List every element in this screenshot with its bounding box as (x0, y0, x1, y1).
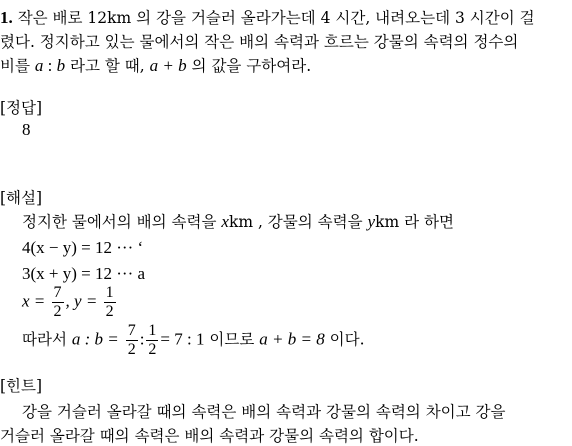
solution-intro-b: km , 강물의 속력을 (228, 213, 368, 231)
problem-text-3a: 비를 (0, 57, 35, 75)
problem-line-2 (0, 30, 518, 52)
eq3-x: x = (22, 291, 46, 311)
fraction-numerator: 7 (53, 284, 62, 301)
problem-line-1 (0, 6, 535, 28)
fraction-1-2 (104, 284, 116, 321)
equation-3 (22, 284, 118, 321)
conclusion-b: 이므로 (204, 330, 260, 349)
fraction-denominator: 2 (105, 303, 114, 320)
conclusion (22, 322, 365, 359)
conclusion-sum: a + b = 8 (259, 329, 325, 349)
equation-1: 4(x − y) = 12 ··· ‘ (22, 238, 144, 257)
fraction-7-2 (52, 284, 64, 321)
fraction-7-2 (126, 322, 138, 359)
solution-intro-a: 정지한 물에서의 배의 속력을 (22, 213, 222, 231)
problem-text-3e: 라고 할 때, (65, 57, 150, 75)
var-a: a (34, 56, 44, 75)
fraction-denominator: 2 (127, 341, 136, 358)
eq3-y: , y = (65, 291, 98, 311)
solution-intro (22, 210, 454, 232)
hint-line-2: 거슬러 올라갈 때의 속력은 배의 속력과 강물의 속력의 합이다. (0, 427, 419, 445)
solution-intro-c: km 라 하면 (375, 213, 454, 231)
fraction-1-2 (146, 322, 158, 359)
fraction-numerator: 1 (105, 284, 114, 301)
answer-value: 8 (22, 120, 31, 139)
fraction-numerator: 1 (148, 322, 157, 339)
problem-text-1: 작은 배로 12km 의 강을 거슬러 올라가는데 4 시간, 내려오는데 3 시간이 걸 (17, 9, 535, 27)
equation-2: 3(x + y) = 12 ··· a (22, 264, 146, 283)
hint-heading: [힌트] (0, 377, 43, 395)
conclusion-ratio: a : b = (71, 329, 119, 349)
conclusion-c: 이다. (324, 330, 365, 349)
var-b: b (56, 56, 66, 75)
conclusion-result: = 7 : 1 (160, 329, 205, 349)
ratio-colon: : (43, 56, 57, 75)
sum-expression: a + b (149, 56, 187, 75)
problem-text-2: 렸다. 정지하고 있는 물에서의 작은 배의 속력과 흐르는 강물의 속력의 정수의 (0, 33, 519, 51)
conclusion-a: 따라서 (22, 330, 72, 349)
problem-line-3 (0, 54, 311, 76)
problem-number: 1. (0, 8, 13, 27)
fraction-denominator: 2 (148, 341, 157, 358)
answer-heading: [정답] (0, 99, 43, 117)
fraction-denominator: 2 (53, 303, 62, 320)
var-y: y (367, 212, 376, 231)
fraction-numerator: 7 (127, 322, 136, 339)
hint-line-1: 강을 거슬러 올라갈 때의 속력은 배의 속력과 강물의 속력의 차이고 강을 (22, 403, 506, 421)
conclusion-colon: : (139, 329, 145, 349)
problem-text-3g: 의 값을 구하여라. (186, 57, 312, 75)
var-x: x (221, 212, 229, 231)
solution-heading: [해설] (0, 189, 43, 207)
